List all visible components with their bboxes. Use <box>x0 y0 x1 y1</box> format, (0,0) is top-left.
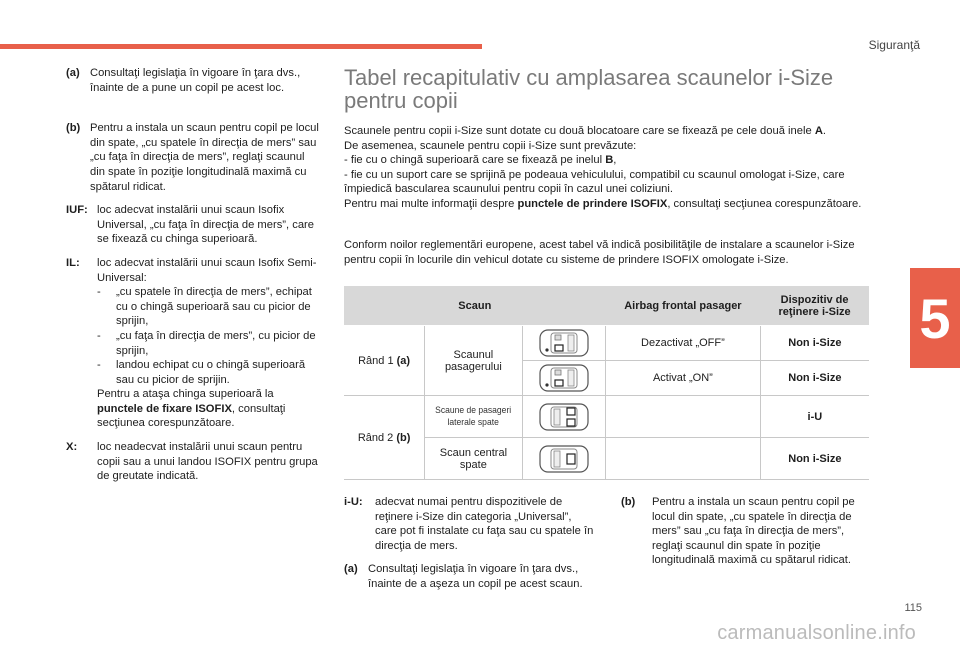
il-item: - landou echipat cu o chingă superioară sau cu picior de sprijin. <box>97 359 306 386</box>
regulation-paragraph: Conform noilor reglementări europene, acest tabel vă indică posibilităţile de instalare a scaunelor i-Size pentru copii în locurile din vehicul dotate cu sisteme de prindere ISOFIX omologate i-Size. <box>344 239 855 266</box>
footnote-iu: i-U: adecvat numai pentru dispozitivele de reţinere i-Size din categoria „Universal”, care pot fi instalate cu faţa sau cu spatele în direcţia de mers. <box>344 496 594 552</box>
car-diagram-rear-side <box>522 396 606 438</box>
car-diagram-front-passenger-off <box>522 326 606 361</box>
passenger-seat-label: Scaunul pasagerului <box>425 326 522 396</box>
page-number: 115 <box>904 602 922 614</box>
airbag-on: Activat „ON” <box>606 361 761 396</box>
il-item: - „cu faţa în direcţia de mers”, cu picior de sprijin, <box>97 329 316 357</box>
car-top-view-icon <box>538 444 590 474</box>
row-2-label: Rând 2 (b) <box>344 396 425 480</box>
watermark: carmanualsonline.info <box>717 622 916 644</box>
car-diagram-rear-center <box>522 438 606 480</box>
note-a: (a) Consultaţi legislaţia în vigoare în ţara dvs., înainte de a pune un copil pe acest loc. <box>66 67 301 94</box>
car-top-view-icon <box>538 363 590 393</box>
legend-il: IL: loc adecvat instalării unui scaun Isofix Semi-Universal: - „cu spatele în direcţia de mers”, echipat cu o chingă superioară sau cu picior de sprijin, - „cu faţa în direcţia de mers”, cu picior de sprijin, - landou echipat cu o chingă superioară sau cu picior de sprijin. Pentru a ataşa chinga superioară la punctele de fixare ISOFIX, consultaţi secţiunea corespunzătoare. <box>66 256 322 431</box>
device-non-isize: Non i-Size <box>760 361 869 396</box>
device-non-isize: Non i-Size <box>760 326 869 361</box>
intro-paragraph: Scaunele pentru copii i-Size sunt dotate cu două blocatoare care se fixează pe cele două inele A. De asemenea, scaunele pentru copii i-Size sunt prevăzute: - fie cu o chingă superioară care se fixează pe inelul B, - fie cu un suport care se sprijină pe podeaua vehiculului, compatibil cu scaunul omologat i-Size, care împiedică bascularea scaunului pentru copii în cazul unei coliziuni. Pentru mai multe informaţii despre punctele de prindere ISOFIX, consultaţi secţiunea corespunzătoare. <box>344 125 862 210</box>
car-top-view-icon <box>538 402 590 432</box>
device-non-isize: Non i-Size <box>760 438 869 480</box>
note-b: (b) Pentru a instala un scaun pentru copil pe locul din spate, „cu spatele în direcţia de mers” sau „cu faţa în direcţia de mers”, reglaţi scaunul din spate în poziţie longitudinală maximă cu spătarul ridicat. <box>66 122 319 193</box>
chapter-tab: 5 <box>910 268 960 368</box>
table-footnotes <box>344 495 596 601</box>
table-footnote-b <box>621 495 861 577</box>
car-diagram-front-passenger-on <box>522 361 606 396</box>
legend-iuf: IUF: loc adecvat instalării unui scaun Isofix Universal, „cu faţa în direcţia de mers”, care se fixează cu chinga superioară. <box>66 204 314 246</box>
header-accent-bar <box>0 44 482 49</box>
isize-seat-table <box>344 286 869 480</box>
section-title: Siguranţă <box>868 38 920 52</box>
car-top-view-icon <box>538 328 590 358</box>
header-airbag: Airbag frontal pasager <box>606 286 761 326</box>
header-seat: Scaun <box>344 286 606 326</box>
page-title: Tabel recapitulativ cu amplasarea scaunelor i-Size pentru copii <box>344 65 834 113</box>
airbag-off: Dezactivat „OFF” <box>606 326 761 361</box>
header-device: Dispozitiv de reţinere i-Size <box>760 286 869 326</box>
footnote-a: (a) Consultaţi legislaţia în vigoare în ţara dvs., înainte de a aşeza un copil pe acest scaun. <box>344 563 583 590</box>
legend-x: X: loc neadecvat instalării unui scaun pentru copii sau a unui landou ISOFIX pentru grupa de greutate indicată. <box>66 441 318 483</box>
legend-column <box>66 66 322 493</box>
row-1-label: Rând 1 (a) <box>344 326 425 396</box>
il-tail: Pentru a ataşa chinga superioară la punctele de fixare ISOFIX, consultaţi secţiunea corespunzătoare. <box>97 388 286 430</box>
footnote-b: (b) Pentru a instala un scaun pentru copil pe locul din spate, „cu spatele în direcţia de mers” sau „cu faţa în direcţia de mers”, reglaţi scaunul din spate în poziţie longitudinală maximă cu spătarul ridicat. <box>621 496 855 567</box>
rear-side-seats-label: Scaune de pasageri laterale spate <box>425 396 522 438</box>
rear-center-seat-label: Scaun central spate <box>425 438 522 480</box>
il-item: - „cu spatele în direcţia de mers”, echipat cu o chingă superioară sau cu picior de sprijin, <box>97 286 312 328</box>
device-iu: i-U <box>760 396 869 438</box>
